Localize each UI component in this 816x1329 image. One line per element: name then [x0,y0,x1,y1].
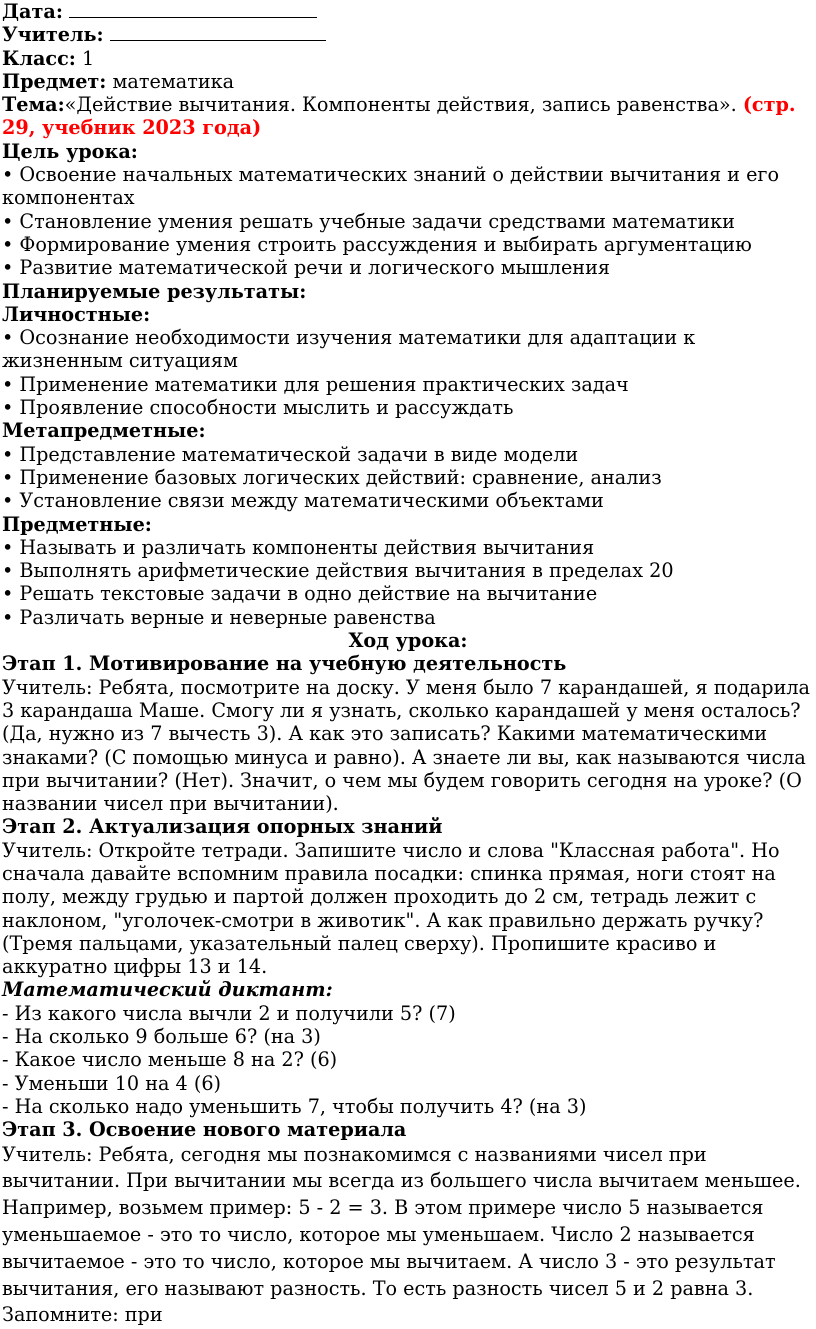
subject-result-item: • Выполнять арифметические действия вычитания в пределах 20 [2,559,674,583]
subject-result-item: • Различать верные и неверные равенства [2,605,436,629]
date-line [2,0,814,23]
dictation-item: - Какое число меньше 8 на 2? (6) [2,1048,338,1072]
topic-value: «Действие вычитания. Компоненты действия, запись равенства». [64,93,737,117]
topic-label: Тема: [2,93,65,117]
goal-item: • Формирование умения строить рассуждения и выбирать аргументацию [2,232,752,256]
dictation-item: - На сколько 9 больше 6? (на 3) [2,1025,321,1049]
stage2-text: Учитель: Откройте тетради. Запишите число и слова "Классная работа". Но сначала давайте вспомним правила посадки: спинка прямая, ноги стоят на полу, между грудью и партой должен проходить до 2 см, тетрадь лежит с наклоном, "уголочек-смотри в животик". А как правильно держать ручку? (Тремя пальцами, указательный палец сверху). Пропишите красиво и аккуратно цифры 13 и 14. [2,838,780,979]
personal-item: • Осознание необходимости изучения математики для адаптации к жизненным ситуациям [2,326,696,373]
date-label: Дата: [2,0,63,23]
dictation-item: - Из какого числа вычли 2 и получили 5? (7) [2,1001,456,1025]
subject-label: Предмет: [2,69,107,93]
personal-item: • Применение математики для решения практических задач [2,372,629,396]
goal-item: • Освоение начальных математических знаний о действии вычитания и его компонентах [2,163,780,210]
lesson-title: Ход урока: [348,629,468,653]
meta-item: • Применение базовых логических действий: сравнение, анализ [2,465,662,489]
results-title: Планируемые результаты: [2,279,307,303]
stage1-title: Этап 1. Мотивирование на учебную деятельность [2,652,567,676]
date-blank [69,3,317,18]
goal-item: • Становление умения решать учебные задачи средствами математики [2,209,735,233]
dictation-item: - На сколько надо уменьшить 7, чтобы получить 4? (на 3) [2,1094,587,1118]
meta-title: Метапредметные: [2,419,206,443]
meta-item: • Установление связи между математическими объектами [2,489,604,513]
goal-title: Цель урока: [2,139,138,163]
teacher-label: Учитель: [2,23,104,47]
subject-result-item: • Называть и различать компоненты действия вычитания [2,535,595,559]
meta-item: • Представление математической задачи в виде модели [2,442,579,466]
teacher-blank [110,26,326,41]
topic-ref: (стр. 29, учебник 2023 года) [2,93,796,140]
dictation-title: Математический диктант: [2,978,333,1002]
dictation-item: - Уменьши 10 на 4 (6) [2,1071,222,1095]
subject-value: математика [112,69,235,93]
teacher-line [2,23,814,46]
class-value: 1 [81,46,95,70]
stage3-title: Этап 3. Освоение нового материала [2,1118,407,1142]
personal-item: • Проявление способности мыслить и рассуждать [2,396,514,420]
goal-item: • Развитие математической речи и логического мышления [2,256,610,280]
subject-results-title: Предметные: [2,512,152,536]
stage1-text: Учитель: Ребята, посмотрите на доску. У меня было 7 карандашей, я подарила 3 карандаша Маше. Смогу ли я узнать, сколько карандашей у меня осталось? (Да, нужно из 7 вычесть 3). А как это записать? Какими математическими знаками? (С помощью минуса и равно). А знаете ли вы, как называются числа при вычитании? (Нет). Значит, о чем мы будем говорить сегодня на уроке? (О названии чисел при вычитании). [2,675,811,816]
subject-line [2,70,814,93]
class-line [2,47,814,70]
stage2-title: Этап 2. Актуализация опорных знаний [2,815,443,839]
subject-result-item: • Решать текстовые задачи в одно действие на вычитание [2,582,598,606]
stage3-text: Учитель: Ребята, сегодня мы познакомимся с названиями чисел при вычитании. При вычитании мы всегда из большего числа вычитаем меньшее. Например, возьмем пример: 5 - 2 = 3. В этом примере число 5 называется уменьшаемое - это то число, которое мы уменьшаем. Число 2 называется вычитаемое - это то число, которое мы вычитаем. А число 3 - это результат вычитания, его называют разность. То есть разность чисел 5 и 2 равна 3. Запомните: при [2,1142,801,1327]
personal-title: Личностные: [2,302,151,326]
topic-line [2,93,814,140]
class-label: Класс: [2,46,76,70]
